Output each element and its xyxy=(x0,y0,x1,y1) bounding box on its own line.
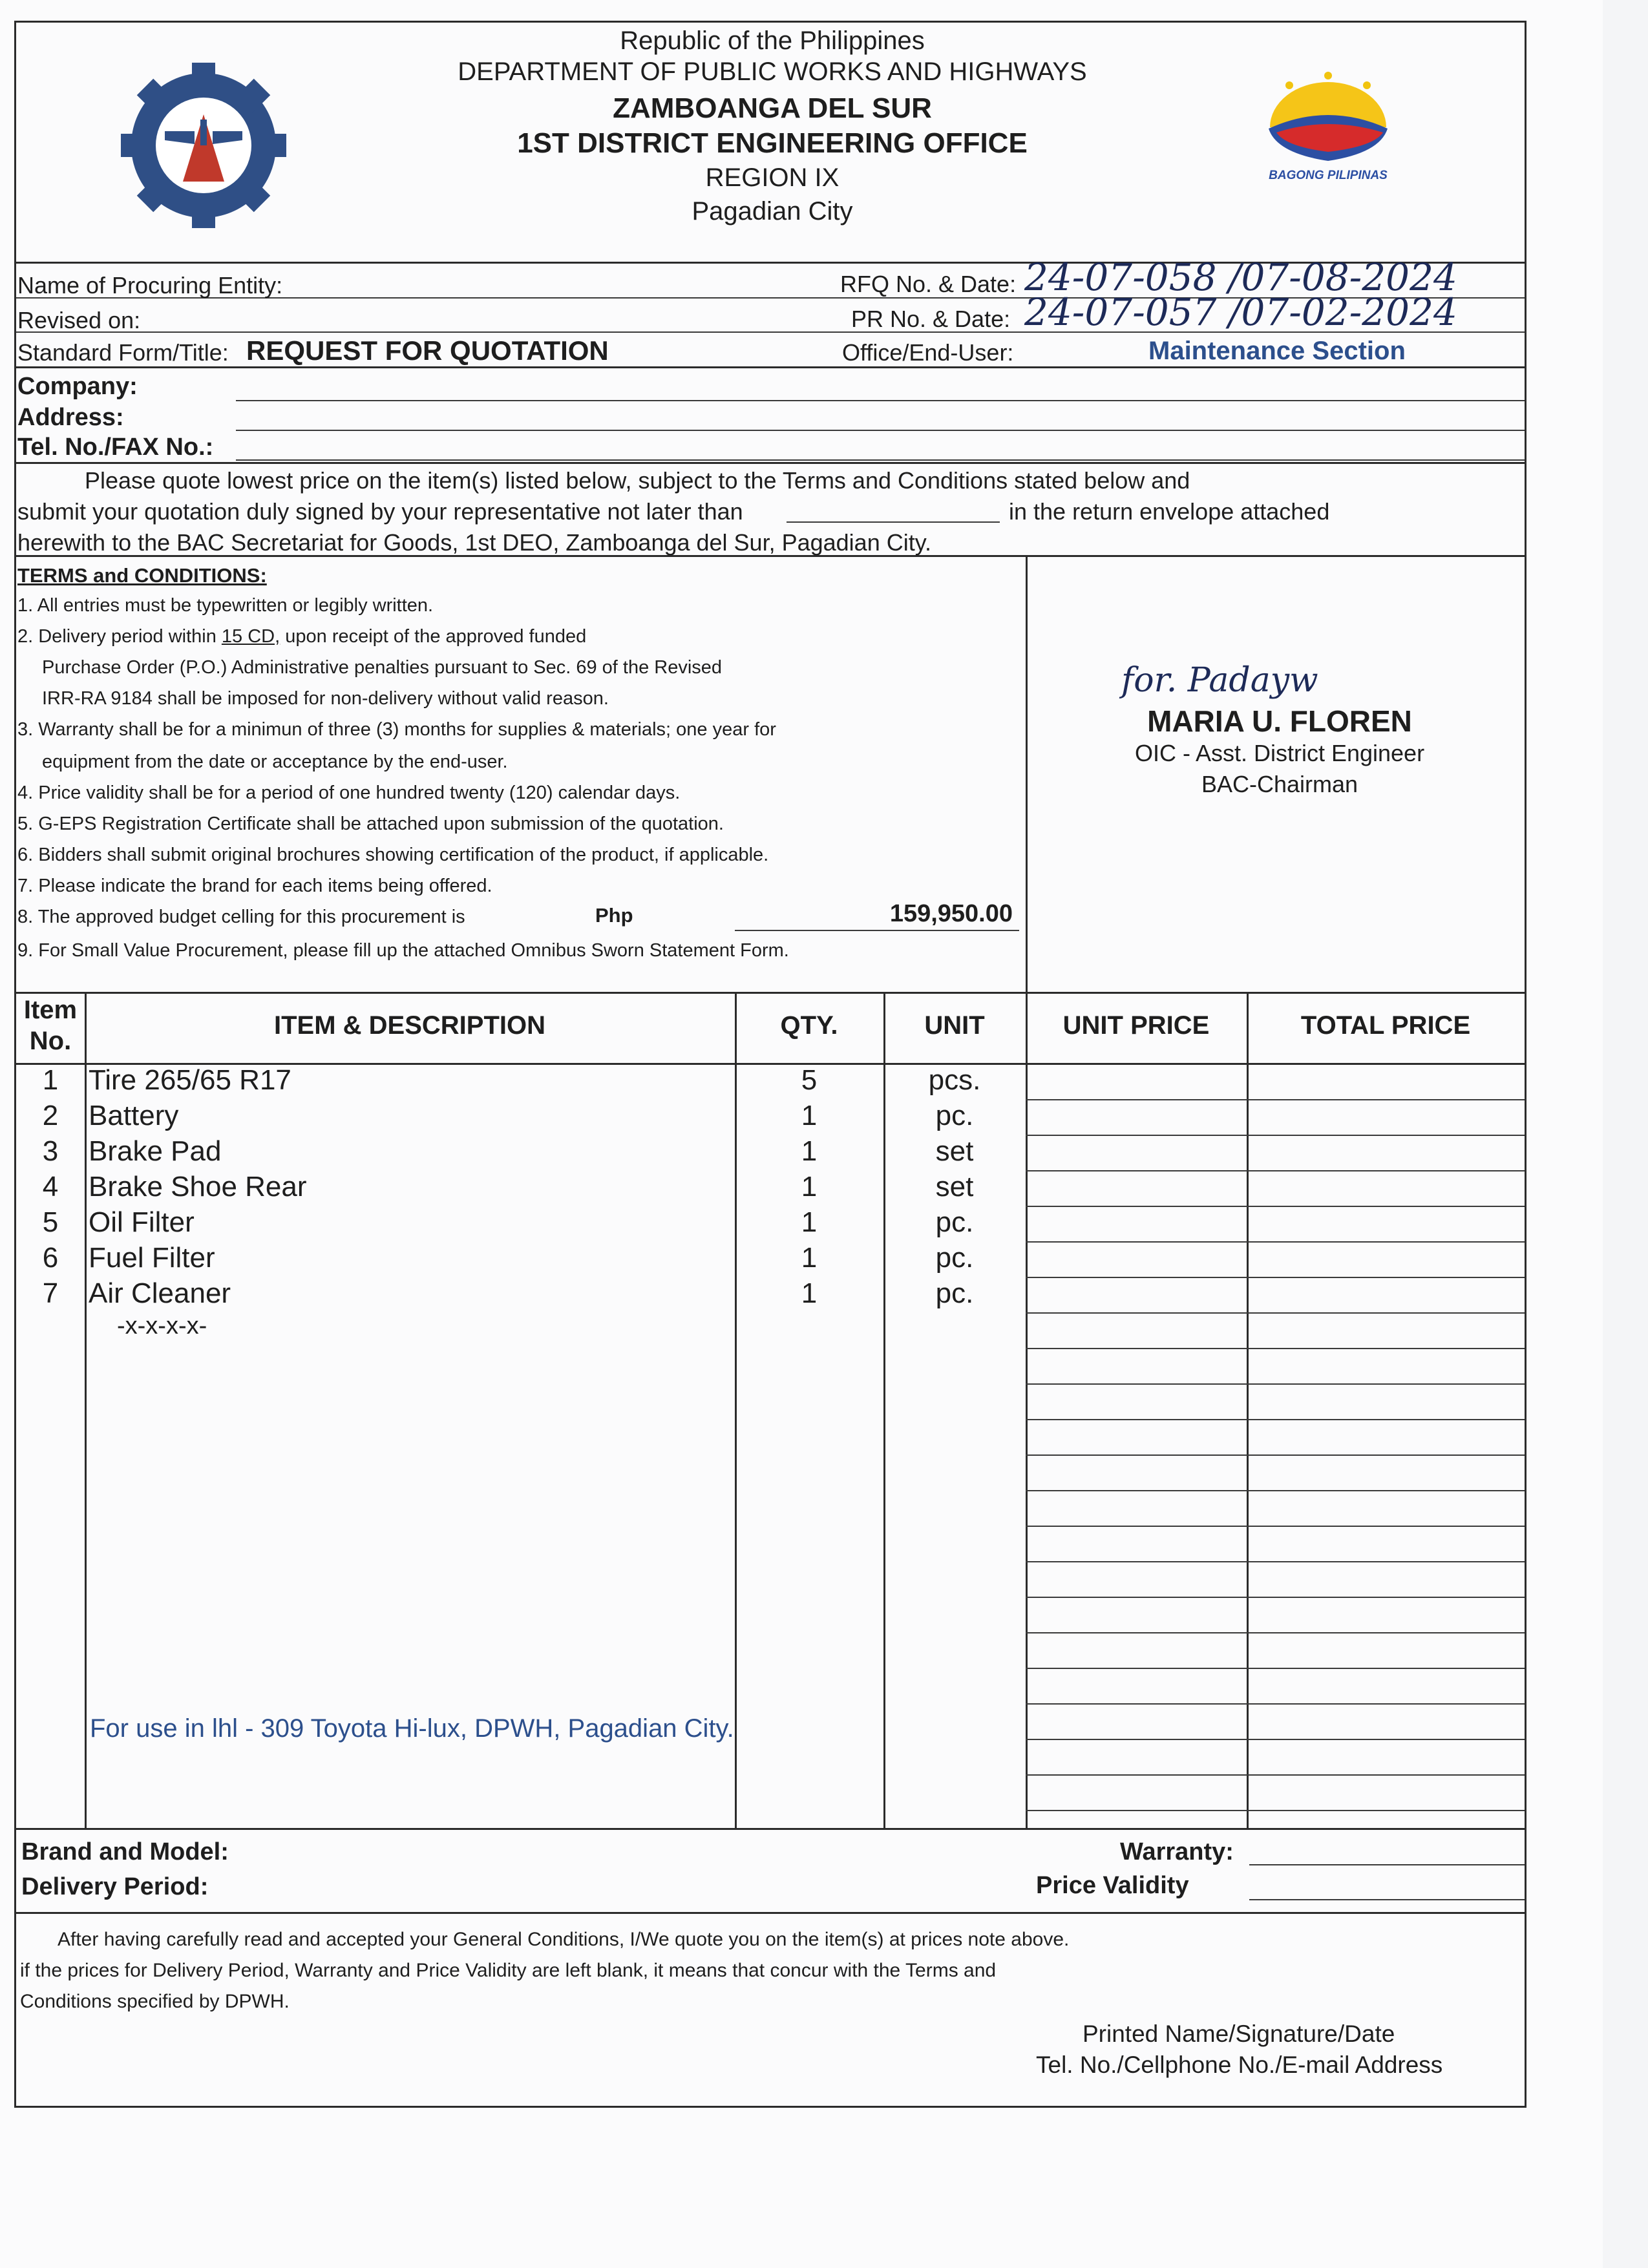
brand-model-label: Brand and Model: xyxy=(21,1838,229,1865)
signatory-role: BAC-Chairman xyxy=(1201,771,1358,797)
warranty-label: Warranty: xyxy=(1120,1838,1234,1865)
price-row-line xyxy=(1026,1277,1525,1278)
term-6: 6. Bidders shall submit original brochures showing certification of the product, if applicable. xyxy=(17,845,769,865)
acceptance-paragraph-3: Conditions specified by DPWH. xyxy=(20,1991,290,2012)
row-unit: set xyxy=(935,1171,974,1202)
row-description: Brake Pad xyxy=(89,1135,222,1167)
price-row-line xyxy=(1026,1632,1525,1633)
col-header-unit: UNIT xyxy=(924,1011,985,1040)
company-label: Company: xyxy=(17,373,138,400)
row-unit: pcs. xyxy=(928,1064,981,1096)
price-row-line xyxy=(1026,1526,1525,1527)
term-3: 3. Warranty shall be for a minimun of three (3) months for supplies & materials; one year for xyxy=(17,719,776,740)
term-5: 5. G-EPS Registration Certificate shall be attached upon submission of the quotation. xyxy=(17,814,724,834)
price-row-line xyxy=(1026,1419,1525,1420)
revised-on-label: Revised on: xyxy=(17,307,141,333)
vehicle-note: For use in lhl - 309 Toyota Hi-lux, DPWH, Pagadian City. xyxy=(90,1714,734,1743)
price-row-line xyxy=(1026,1810,1525,1811)
price-row-line xyxy=(1026,1668,1525,1669)
price-row-line xyxy=(1026,1241,1525,1243)
row-qty: 1 xyxy=(801,1100,818,1131)
contact-details-label: Tel. No./Cellphone No./E-mail Address xyxy=(1036,2052,1443,2078)
delivery-period-label: Delivery Period: xyxy=(21,1873,209,1900)
row-item-no: 5 xyxy=(42,1206,59,1238)
term-4: 4. Price validity shall be for a period of one hundred twenty (120) calendar days. xyxy=(17,782,681,803)
price-row-line xyxy=(1026,1490,1525,1491)
row-item-no: 6 xyxy=(42,1242,59,1274)
terms-title: TERMS and CONDITIONS: xyxy=(17,564,267,587)
row-description: Air Cleaner xyxy=(89,1277,231,1309)
signatory-name: MARIA U. FLOREN xyxy=(1147,704,1412,738)
row-description: Oil Filter xyxy=(89,1206,195,1238)
row-unit: pc. xyxy=(935,1277,974,1309)
row-qty: 1 xyxy=(801,1242,818,1274)
printed-name-signature-label: Printed Name/Signature/Date xyxy=(1083,2021,1395,2047)
term-2: 2. Delivery period within 15 CD, upon receipt of the approved funded xyxy=(17,626,587,647)
price-row-line xyxy=(1026,1170,1525,1171)
price-row-line xyxy=(1026,1312,1525,1314)
term-8: 8. The approved budget celling for this procurement is xyxy=(17,907,465,927)
office-value: Maintenance Section xyxy=(1148,337,1406,365)
form-title-label: Standard Form/Title: xyxy=(17,339,229,366)
term-1: 1. All entries must be typewritten or legibly written. xyxy=(17,595,434,616)
col-header-qty: QTY. xyxy=(780,1011,838,1040)
price-validity-label: Price Validity xyxy=(1036,1872,1189,1899)
office-label: Office/End-User: xyxy=(842,339,1014,366)
terms-block xyxy=(17,564,1013,978)
price-row-line xyxy=(1026,1774,1525,1776)
pr-label: PR No. & Date: xyxy=(851,306,1011,332)
bagong-pilipinas-text: BAGONG PILIPINAS xyxy=(1269,169,1388,182)
row-qty: 1 xyxy=(801,1135,818,1167)
abc-currency: Php xyxy=(595,904,633,927)
row-description: Battery xyxy=(89,1100,179,1131)
handwritten-signature: for. Padayw xyxy=(1121,661,1318,700)
end-of-items-marker: -x-x-x-x- xyxy=(117,1312,207,1339)
row-qty: 5 xyxy=(801,1064,818,1096)
procuring-entity-label: Name of Procuring Entity: xyxy=(17,272,283,299)
price-row-line xyxy=(1026,1454,1525,1456)
price-row-line xyxy=(1026,1099,1525,1100)
col-header-unit-price: UNIT PRICE xyxy=(1062,1011,1210,1040)
row-description: Tire 265/65 R17 xyxy=(89,1064,291,1096)
header-line-region: REGION IX xyxy=(705,163,840,192)
row-unit: pc. xyxy=(935,1100,974,1131)
price-row-line xyxy=(1026,1739,1525,1740)
col-header-description: ITEM & DESCRIPTION xyxy=(273,1011,546,1040)
row-item-no: 3 xyxy=(42,1135,59,1167)
row-qty: 1 xyxy=(801,1206,818,1238)
header-line-department: DEPARTMENT OF PUBLIC WORKS AND HIGHWAYS xyxy=(458,58,1087,86)
row-qty: 1 xyxy=(801,1277,818,1309)
row-item-no: 4 xyxy=(42,1171,59,1202)
tel-fax-label: Tel. No./FAX No.: xyxy=(17,434,214,461)
price-row-line xyxy=(1026,1703,1525,1705)
instruction-line-2a: submit your quotation duly signed by your representative not later than xyxy=(17,498,743,525)
price-row-line xyxy=(1026,1206,1525,1207)
header-line-office: 1ST DISTRICT ENGINEERING OFFICE xyxy=(517,127,1028,159)
term-2-cont-1: Purchase Order (P.O.) Administrative penalties pursuant to Sec. 69 of the Revised xyxy=(42,657,723,678)
row-item-no: 7 xyxy=(42,1277,59,1309)
row-qty: 1 xyxy=(801,1171,818,1202)
col-header-total-price: TOTAL PRICE xyxy=(1300,1011,1471,1040)
price-row-line xyxy=(1026,1348,1525,1349)
rfq-label: RFQ No. & Date: xyxy=(840,271,1017,297)
row-description: Brake Shoe Rear xyxy=(89,1171,307,1202)
row-item-no: 1 xyxy=(42,1064,59,1096)
row-description: Fuel Filter xyxy=(89,1242,215,1274)
term-3-cont: equipment from the date or acceptance by the end-user. xyxy=(42,751,508,772)
row-unit: set xyxy=(935,1135,974,1167)
row-unit: pc. xyxy=(935,1242,974,1274)
signatory-position: OIC - Asst. District Engineer xyxy=(1134,740,1425,766)
instruction-line-1: Please quote lowest price on the item(s) listed below, subject to the Terms and Conditions stated below and xyxy=(85,467,1190,494)
term-9: 9. For Small Value Procurement, please fill up the attached Omnibus Sworn Statement Form. xyxy=(17,940,789,961)
instruction-line-2b: in the return envelope attached xyxy=(1009,498,1330,525)
abc-amount: 159,950.00 xyxy=(889,900,1013,927)
form-title-value: REQUEST FOR QUOTATION xyxy=(246,335,609,366)
acceptance-paragraph-2: if the prices for Delivery Period, Warranty and Price Validity are left blank, it means that concur with the Terms and xyxy=(20,1960,997,1981)
instruction-line-3: herewith to the BAC Secretariat for Goods, 1st DEO, Zamboanga del Sur, Pagadian City. xyxy=(17,529,932,556)
header-line-republic: Republic of the Philippines xyxy=(620,26,925,55)
rfq-handwritten-value: 24-07-058 /07-08-2024 xyxy=(1024,255,1457,299)
price-row-line xyxy=(1026,1561,1525,1562)
rfq-form xyxy=(14,21,1527,2108)
col-header-item-no: Item No. xyxy=(23,996,78,1055)
address-label: Address: xyxy=(17,404,124,431)
header-line-city: Pagadian City xyxy=(692,197,853,226)
row-item-no: 2 xyxy=(42,1100,59,1131)
acceptance-paragraph-1: After having carefully read and accepted your General Conditions, I/We quote you on the item(s) at prices note above. xyxy=(58,1929,1070,1950)
term-2-cont-2: IRR-RA 9184 shall be imposed for non-delivery without valid reason. xyxy=(42,688,609,709)
row-unit: pc. xyxy=(935,1206,974,1238)
pr-handwritten-value: 24-07-057 /07-02-2024 xyxy=(1024,290,1457,334)
price-row-line xyxy=(1026,1135,1525,1136)
price-row-line xyxy=(1026,1597,1525,1598)
term-7: 7. Please indicate the brand for each items being offered. xyxy=(17,876,492,896)
header-line-province: ZAMBOANGA DEL SUR xyxy=(613,92,932,124)
price-row-line xyxy=(1026,1383,1525,1385)
